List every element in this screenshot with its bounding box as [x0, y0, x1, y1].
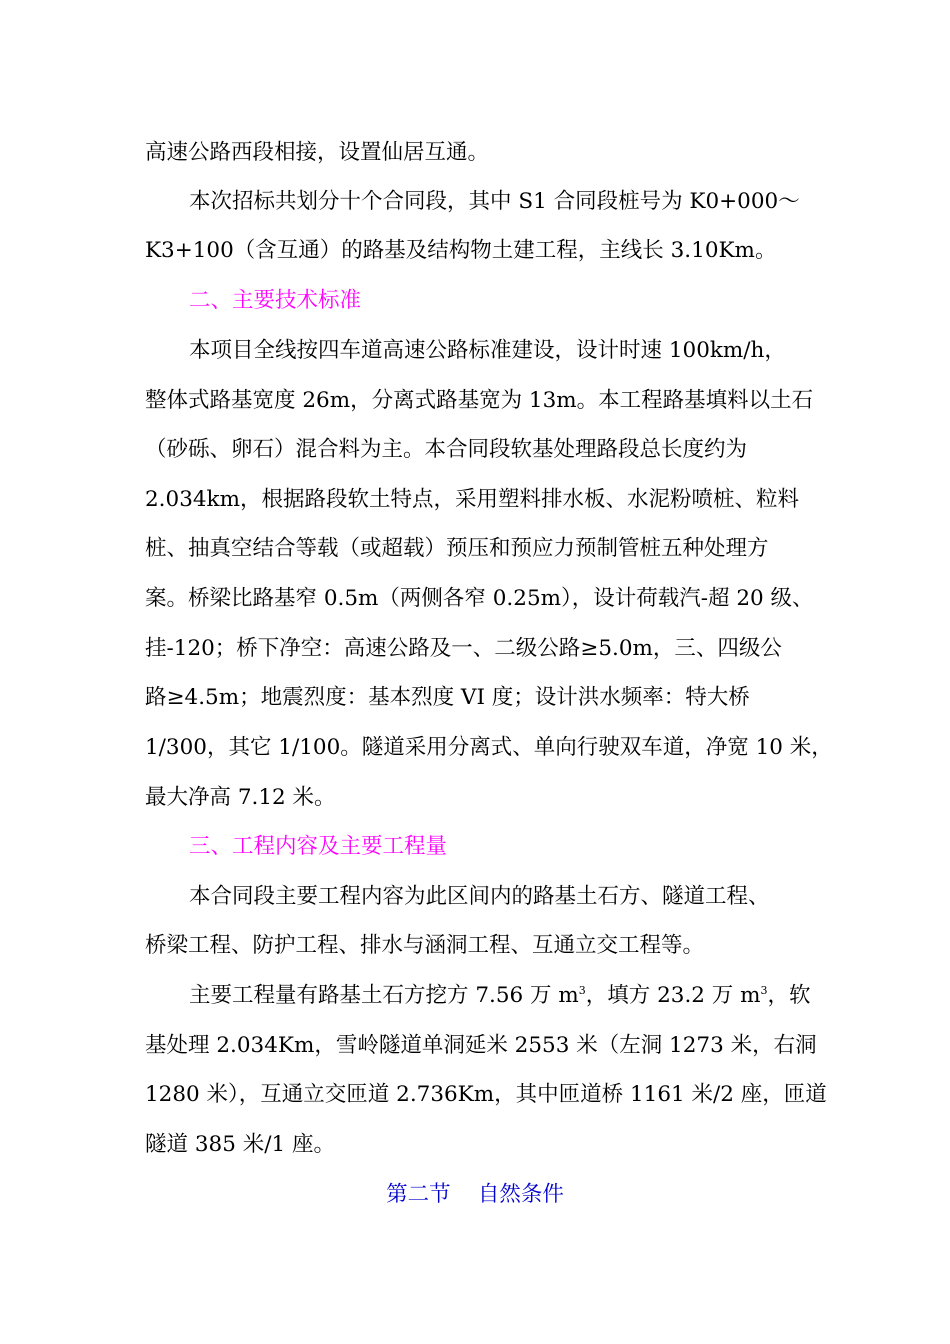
text-run: 主要工程量有路基土石方挖方 7.56 万 m	[189, 983, 579, 1008]
paragraph-line: 2.034km，根据路段软土特点，采用塑料排水板、水泥粉喷桩、粒料	[145, 487, 799, 512]
section-heading: 二、主要技术标准	[189, 288, 362, 313]
paragraph-line: 1/300，其它 1/100。隧道采用分离式、单向行驶双车道，净宽 10 米，	[145, 735, 833, 760]
paragraph-line: 最大净高 7.12 米。	[145, 785, 336, 810]
paragraph-line: 本项目全线按四车道高速公路标准建设，设计时速 100km/h，	[189, 338, 786, 363]
paragraph-line: 挂-120；桥下净空：高速公路及一、二级公路≥5.0m，三、四级公	[145, 636, 782, 661]
paragraph-line: 基处理 2.034Km，雪岭隧道单洞延米 2553 米（左洞 1273 米，右洞	[145, 1033, 817, 1058]
section-heading: 三、工程内容及主要工程量	[189, 834, 448, 859]
paragraph-line: 桩、抽真空结合等载（或超载）预压和预应力预制管桩五种处理方	[145, 536, 769, 561]
paragraph-line: 路≥4.5m；地震烈度：基本烈度 VI 度；设计洪水频率：特大桥	[145, 685, 750, 710]
paragraph-line: 本次招标共划分十个合同段，其中 S1 合同段桩号为 K0+000～	[189, 189, 800, 214]
superscript: 3	[578, 983, 586, 997]
paragraph-line: 隧道 385 米/1 座。	[145, 1132, 335, 1157]
paragraph-line: 整体式路基宽度 26m，分离式路基宽为 13m。本工程路基填料以土石	[145, 388, 814, 413]
section-title: 第二节 自然条件	[386, 1182, 564, 1207]
paragraph-line: 案。桥梁比路基窄 0.5m（两侧各窄 0.25m），设计荷载汽-超 20 级、	[145, 586, 814, 611]
paragraph-line: 桥梁工程、防护工程、排水与涵洞工程、互通立交工程等。	[145, 933, 705, 958]
paragraph-line: （砂砾、卵石）混合料为主。本合同段软基处理路段总长度约为	[145, 437, 748, 462]
paragraph-line: 高速公路西段相接，设置仙居互通。	[145, 140, 490, 165]
paragraph-line: K3+100（含互通）的路基及结构物土建工程，主线长 3.10Km。	[145, 238, 777, 263]
text-run: ，填方 23.2 万 m	[585, 983, 761, 1008]
paragraph-line: 1280 米），互通立交匝道 2.736Km，其中匝道桥 1161 米/2 座，匝道	[145, 1082, 827, 1107]
text-run: ，软	[767, 983, 811, 1008]
paragraph-line	[189, 982, 869, 1010]
superscript: 3	[760, 983, 768, 997]
paragraph-line: 本合同段主要工程内容为此区间内的路基土石方、隧道工程、	[189, 884, 770, 909]
